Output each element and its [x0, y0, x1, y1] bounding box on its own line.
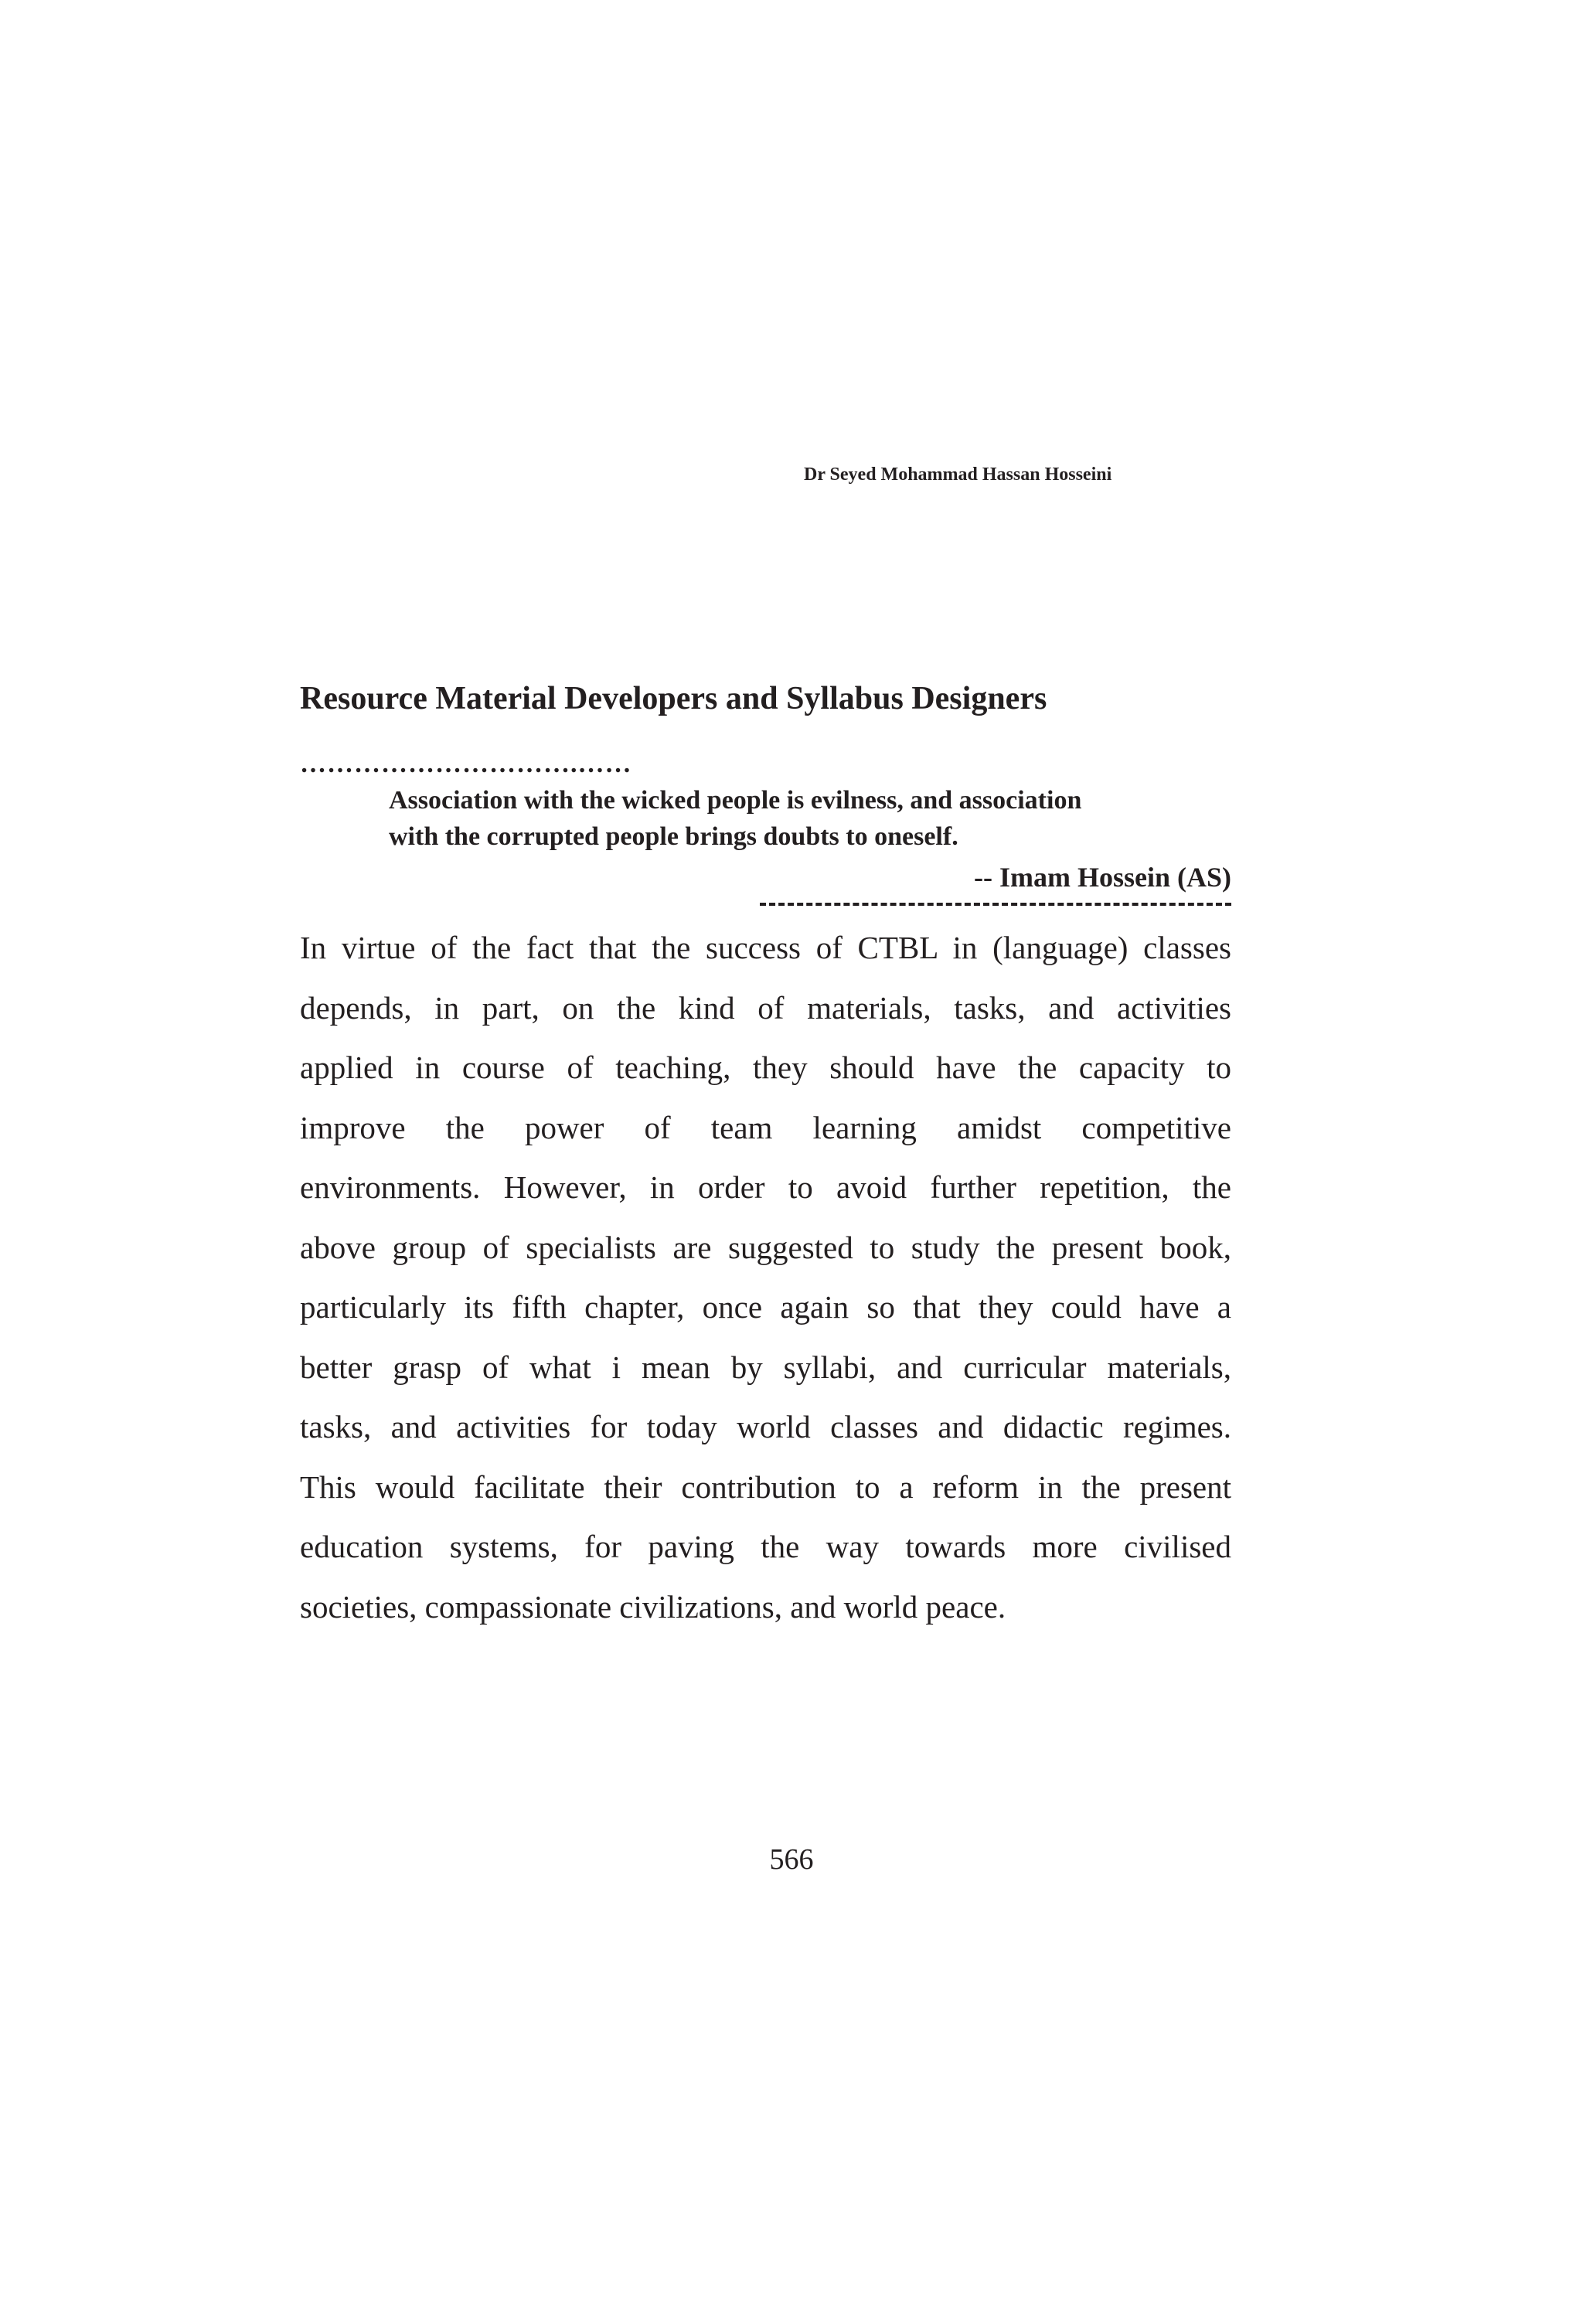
paragraph-line: applied in course of teaching, they should have the capacity to: [300, 1050, 1231, 1085]
paragraph-line: particularly its fifth chapter, once again so that they could have a: [300, 1289, 1231, 1325]
paragraph-line: This would facilitate their contribution to a reform in the present: [300, 1468, 1231, 1505]
dot-leader: ………………………….……: [300, 750, 632, 778]
epigraph-line: with the corrupted people brings doubts to oneself.: [389, 822, 958, 851]
paragraph-line: tasks, and activities for today world classes and didactic regimes.: [300, 1409, 1231, 1444]
paragraph-line: environments. However, in order to avoid further repetition, the: [300, 1169, 1231, 1205]
body-paragraph: [300, 924, 1231, 1643]
paragraph-line: In virtue of the fact that the success of CTBL in (language) classes: [300, 930, 1231, 965]
epigraph-quote: [389, 782, 1239, 855]
paragraph-line: education systems, for paving the way towards more civilised: [300, 1529, 1231, 1564]
paragraph-line: above group of specialists are suggested to study the present book,: [300, 1229, 1231, 1265]
dashed-divider: [760, 903, 1231, 906]
paragraph-line: improve the power of team learning amidst competitive: [300, 1109, 1231, 1145]
running-header: Dr Seyed Mohammad Hassan Hosseini: [804, 464, 1112, 485]
paragraph-line: better grasp of what i mean by syllabi, and curricular materials,: [300, 1349, 1231, 1385]
paragraph-line: societies, compassionate civilizations, and world peace.: [300, 1588, 1006, 1625]
section-title: Resource Material Developers and Syllabus Designers: [300, 681, 1047, 716]
epigraph-attribution: -- Imam Hossein (AS): [974, 862, 1231, 893]
epigraph-line: Association with the wicked people is evilness, and association: [389, 786, 1082, 815]
page-number: 566: [769, 1843, 814, 1876]
paragraph-line: depends, in part, on the kind of materials, tasks, and activities: [300, 989, 1231, 1026]
